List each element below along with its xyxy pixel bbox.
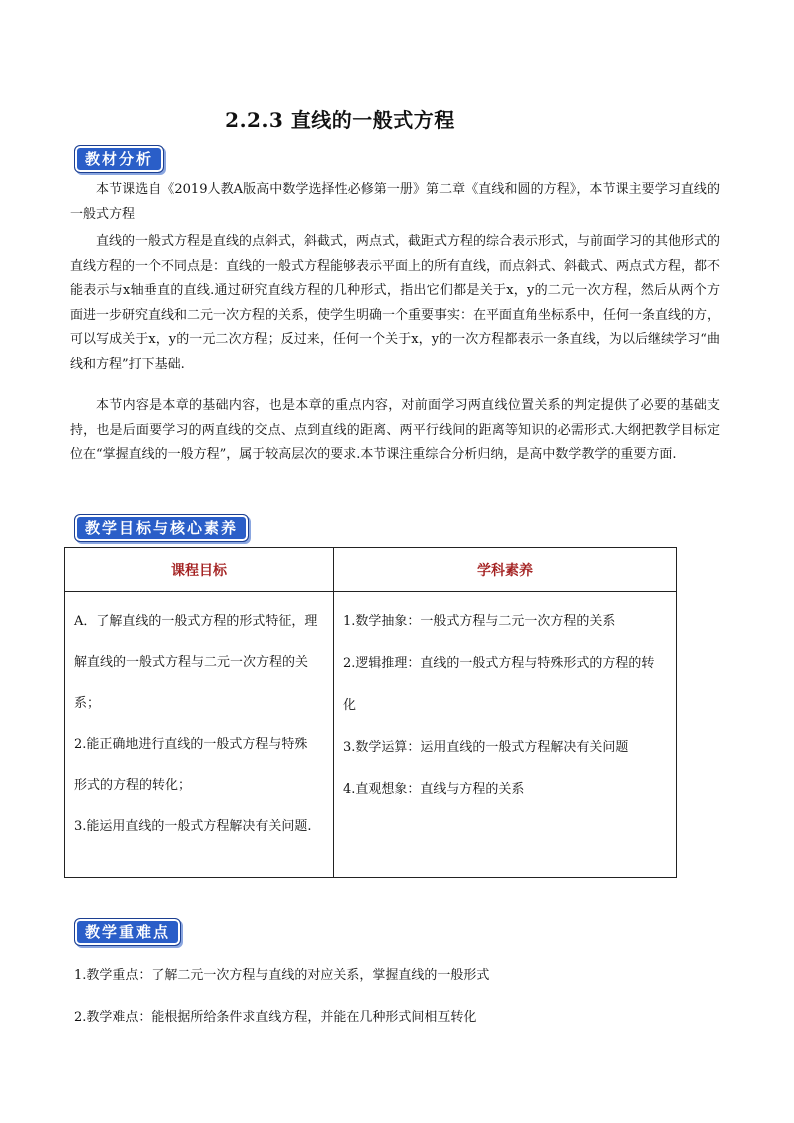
analysis-paragraph-3: 本节内容是本章的基础内容，也是本章的重点内容，对前面学习两直线位置关系的判定提供了必要的基础支持，也是后面要学习的两直线的交点、点到直线的距离、两平行线间的距离等知识的必需形式.大纲把教学目标定位在“掌握直线的一般方程”，属于较高层次的要求.本节课注重综合分析归纳，是高中数学教学的重要方面.	[70, 398, 720, 462]
literacy-line: 3.数学运算：运用直线的一般式方程解决有关问题	[343, 740, 629, 755]
objectives-table	[64, 547, 677, 878]
analysis-paragraph-1: 本节课选自《2019人教A版高中数学选择性必修第一册》第二章《直线和圆的方程》，本节课主要学习直线的一般式方程	[70, 182, 720, 222]
analysis-paragraph-2: 直线的一般式方程是直线的点斜式，斜截式，两点式，截距式方程的综合表示形式，与前面学习的其他形式的直线方程的一个不同点是：直线的一般式方程能够表示平面上的所有直线，而点斜式、斜截式、两点式方程，都不能表示与x轴垂直的直线.通过研究直线方程的几种形式，指出它们都是关于x，y的二元一次方程，然后从两个方面进一步研究直线和二元一次方程的关系，使学生明确一个重要事实：在平面直角坐标系中，任何一条直线的方，可以写成关于x，y的一元二次方程；反过来，任何一个关于x，y的一次方程都表示一条直线，为以后继续学习“曲线和方程”打下基础.	[70, 234, 721, 372]
section-badge-objectives: 教学目标与核心素养	[74, 514, 249, 542]
teaching-key-point: 1.教学重点：了解二元一次方程与直线的对应关系，掌握直线的一般形式	[74, 968, 490, 983]
section-badge-difficulty: 教学重难点	[74, 918, 181, 946]
literacy-line: 2.逻辑推理：直线的一般式方程与特殊形式的方程的转	[343, 656, 655, 671]
course-goal-line: 系；	[74, 696, 101, 711]
table-header-course-goals: 课程目标	[65, 548, 334, 592]
literacy-line: 4.直观想象：直线与方程的关系	[343, 782, 525, 797]
section-badge-analysis: 教材分析	[74, 145, 164, 173]
table-header-core-literacy: 学科素养	[334, 548, 677, 592]
course-goals-cell	[65, 592, 334, 878]
course-goal-line: 形式的方程的转化；	[74, 778, 192, 793]
course-goal-line: 2.能正确地进行直线的一般式方程与特殊	[74, 737, 308, 752]
core-literacy-cell	[334, 592, 677, 878]
course-goal-line: 解直线的一般式方程与二元一次方程的关	[74, 655, 309, 670]
literacy-line: 1.数学抽象：一般式方程与二元一次方程的关系	[343, 614, 616, 629]
course-goal-line: A．了解直线的一般式方程的形式特征，理	[74, 614, 318, 629]
page-title: 2.2.3 直线的一般式方程	[225, 108, 455, 132]
course-goal-line: 3.能运用直线的一般式方程解决有关问题.	[74, 819, 312, 834]
teaching-hard-point: 2.教学难点：能根据所给条件求直线方程，并能在几种形式间相互转化	[74, 1010, 477, 1025]
literacy-line: 化	[343, 698, 357, 713]
